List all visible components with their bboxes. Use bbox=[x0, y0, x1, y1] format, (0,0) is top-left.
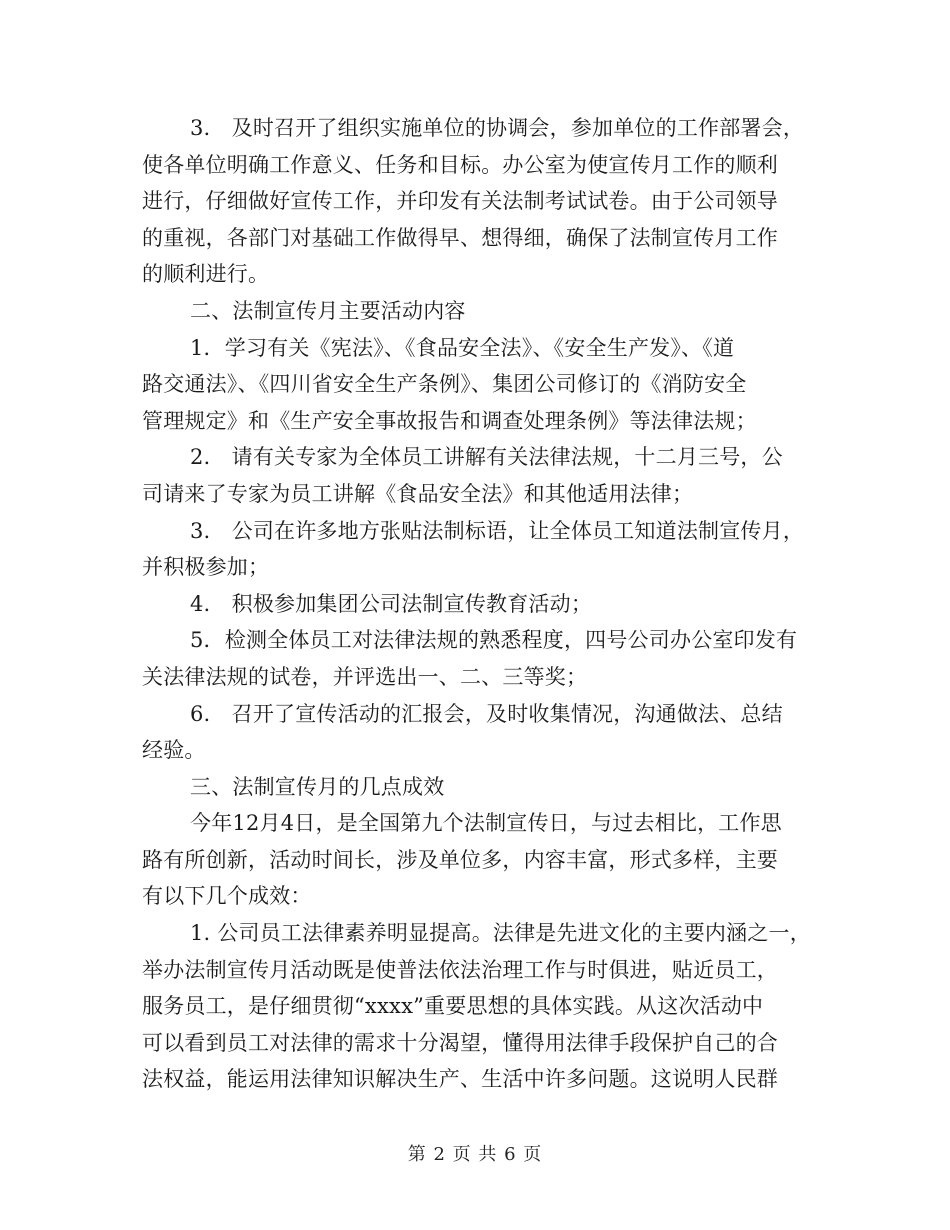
paragraph-line: 服务员工，是仔细贯彻“xxxx”重要思想的具体实践。从这次活动中 bbox=[142, 994, 764, 1019]
paragraph-line: 举办法制宣传月活动既是使普法依法治理工作与时俱进，贴近员工， bbox=[142, 957, 778, 982]
paragraph-line: 使各单位明确工作意义、任务和目标。办公室为使宣传月工作的顺利 bbox=[142, 152, 778, 177]
paragraph-line: 6. 召开了宣传活动的汇报会，及时收集情况，沟通做法、总结 bbox=[190, 701, 783, 726]
paragraph-line: 司请来了专家为员工讲解《食品安全法》和其他适用法律； bbox=[142, 481, 694, 506]
paragraph-line: 的重视，各部门对基础工作做得早、想得细，确保了法制宣传月工作 bbox=[142, 225, 778, 250]
paragraph-line: 路有所创新，活动时间长，涉及单位多，内容丰富，形式多样，主要 bbox=[142, 847, 778, 872]
paragraph-line: 关法律法规的试卷，并评选出一、二、三等奖； bbox=[142, 664, 588, 689]
paragraph-line: 3. 及时召开了组织实施单位的协调会，参加单位的工作部署会， bbox=[190, 116, 805, 140]
paragraph-line: 的顺利进行。 bbox=[142, 262, 270, 287]
paragraph-line: 路交通法》、《四川省安全生产条例》、集团公司修订的《消防安全 bbox=[142, 372, 747, 397]
paragraph-line: 法权益，能运用法律知识解决生产、生活中许多问题。这说明人民群 bbox=[142, 1067, 778, 1092]
paragraph-line: 有以下几个成效： bbox=[142, 884, 312, 909]
paragraph-line: 今年12月4日，是全国第九个法制宣传日，与过去相比，工作思 bbox=[190, 811, 782, 836]
paragraph-line: 经验。 bbox=[142, 738, 206, 763]
paragraph-line: 1．学习有关《宪法》、《食品安全法》、《安全生产发》、《道 bbox=[190, 335, 735, 360]
section-heading: 三、法制宣传月的几点成效 bbox=[190, 774, 445, 799]
paragraph-line: 4. 积极参加集团公司法制宣传教育活动； bbox=[190, 591, 593, 616]
paragraph-line: 并积极参加； bbox=[142, 555, 270, 580]
paragraph-line: 5．检测全体员工对法律法规的熟悉程度，四号公司办公室印发有 bbox=[190, 628, 798, 653]
page-number-footer: 第 2 页 共 6 页 bbox=[407, 1144, 543, 1165]
paragraph-line: 3. 公司在许多地方张贴法制标语，让全体员工知道法制宣传月， bbox=[190, 518, 805, 543]
paragraph-line: 1. 公司员工法律素养明显提高。法律是先进文化的主要内涵之一， bbox=[190, 921, 811, 946]
section-heading: 二、法制宣传月主要活动内容 bbox=[190, 298, 466, 323]
document-body bbox=[142, 110, 812, 1098]
paragraph-line: 进行，仔细做好宣传工作，并印发有关法制考试试卷。由于公司领导 bbox=[142, 189, 778, 214]
paragraph-line: 2. 请有关专家为全体员工讲解有关法律法规，十二月三号，公 bbox=[190, 445, 783, 470]
paragraph-line: 管理规定》和《生产安全事故报告和调查处理条例》等法律法规； bbox=[142, 408, 757, 433]
paragraph-line: 可以看到员工对法律的需求十分渴望，懂得用法律手段保护自己的合 bbox=[142, 1030, 778, 1055]
